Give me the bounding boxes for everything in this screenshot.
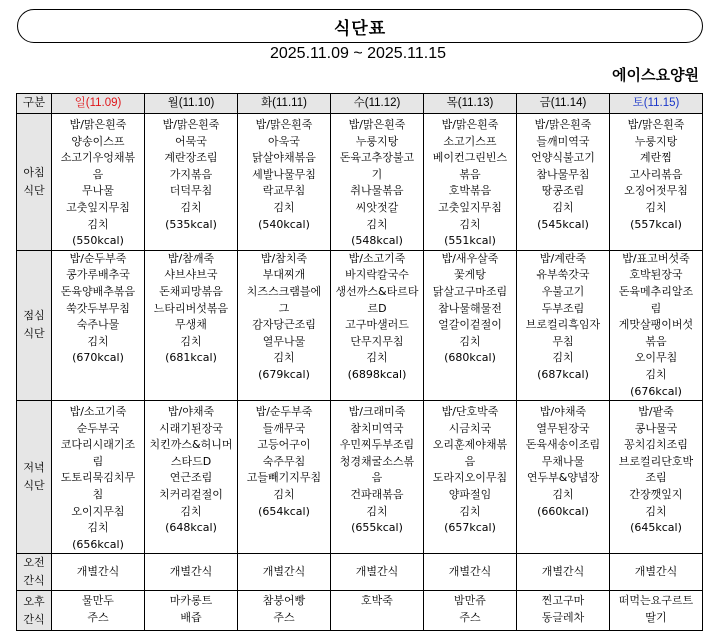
menu-item: 개별간식 — [634, 565, 678, 579]
menu-item: 김치 — [552, 351, 574, 365]
menu-item: 음 — [92, 167, 104, 181]
menu-item: 개별간식 — [169, 565, 213, 579]
menu-item: 우민찌두부조림 — [339, 438, 415, 452]
menu-item: 양송이스프 — [71, 134, 125, 148]
meal-label-line: 저녁 — [23, 461, 45, 475]
menu-item: 순두부국 — [76, 421, 120, 435]
menu-item: 개별간식 — [355, 565, 399, 579]
menu-cell — [145, 591, 238, 631]
menu-item: 오리훈제야채볶 — [432, 438, 508, 452]
menu-item: 밥/소고기죽 — [69, 405, 127, 419]
morning-snack-row — [17, 554, 703, 591]
menu-item: 김치 — [645, 504, 667, 518]
menu-cell — [517, 250, 610, 400]
menu-cell — [52, 554, 145, 591]
menu-item: 브로컬리단호박 — [618, 454, 694, 468]
menu-item: 치커리겉절이 — [159, 488, 223, 502]
menu-item: 돈육새송이조림 — [525, 438, 601, 452]
menu-item: 개별간식 — [541, 565, 585, 579]
menu-item: 계란장조림 — [164, 151, 218, 165]
menu-item: 김치 — [552, 488, 574, 502]
menu-item: 고구마샐러드 — [345, 318, 409, 332]
menu-item: 밥/맑은흰죽 — [441, 118, 499, 131]
menu-item: 오징어젓무침 — [624, 184, 688, 198]
menu-item: 씨앗젓갈 — [355, 200, 399, 214]
menu-item: 도토리묵김치무 — [60, 471, 136, 485]
menu-item: 언양식불고기 — [531, 151, 595, 165]
menu-item: 고춧잎지무침 — [438, 200, 502, 214]
category-header: 구분 — [17, 94, 52, 114]
menu-item: (648kcal) — [165, 521, 217, 535]
menu-item: 들깨미역국 — [536, 134, 590, 148]
meal-label-line: 아침 — [23, 165, 45, 179]
menu-item: 소고기스프 — [443, 134, 497, 148]
menu-item: 유부쑥갓국 — [536, 268, 590, 282]
menu-item: 밥/팥죽 — [638, 405, 674, 419]
menu-item: 김치 — [366, 351, 388, 365]
menu-item: 무침 — [552, 334, 574, 348]
day-header-sat: 토(11.15) — [610, 94, 703, 114]
menu-item: 김치 — [459, 217, 481, 231]
menu-item: 열무나물 — [262, 334, 306, 348]
menu-title-box — [17, 9, 703, 43]
meal-label — [17, 401, 52, 554]
menu-cell — [517, 554, 610, 591]
menu-item: 김치 — [180, 504, 202, 518]
menu-cell — [610, 250, 703, 400]
menu-item: 단무지무침 — [350, 334, 404, 348]
menu-item: (535kcal) — [165, 217, 217, 231]
menu-item: 누룽지탕 — [355, 134, 399, 148]
menu-item: (660kcal) — [537, 504, 589, 518]
menu-item: 밤만쥬 — [454, 594, 486, 608]
menu-item: 소고기우엉채볶 — [60, 151, 136, 165]
menu-item: 김치 — [87, 334, 109, 348]
menu-item: (670kcal) — [72, 351, 124, 365]
menu-cell — [331, 114, 424, 251]
menu-cell — [424, 401, 517, 554]
menu-item: (687kcal) — [537, 367, 589, 381]
menu-item: 우불고기 — [541, 284, 585, 298]
menu-item: 김치 — [645, 200, 667, 214]
menu-item: 코다리시래기조 — [60, 438, 136, 452]
facility-name: 에이스요양원 — [612, 66, 699, 84]
menu-cell — [238, 401, 331, 554]
menu-cell — [610, 401, 703, 554]
menu-item: 취나물볶음 — [350, 184, 404, 198]
menu-item: 김치 — [273, 488, 295, 502]
meal-label — [17, 250, 52, 400]
menu-item: 연근조림 — [169, 471, 213, 485]
menu-item: (654kcal) — [258, 504, 310, 518]
menu-item: 느타리버섯볶음 — [153, 301, 229, 315]
menu-item: 치킨까스&허니머 — [149, 438, 233, 452]
menu-item: 돈육고추장불고 — [339, 151, 415, 165]
menu-cell — [238, 114, 331, 251]
meal-label-line: 식단 — [23, 183, 45, 197]
menu-item: 숙주나물 — [76, 318, 120, 332]
menu-item: 김치 — [87, 217, 109, 231]
menu-cell — [145, 114, 238, 251]
menu-item: 양파절임 — [448, 488, 492, 502]
menu-item: 닭살야채볶음 — [252, 151, 316, 165]
menu-item: 참붕어빵 — [262, 594, 306, 608]
menu-item: 세발나물무침 — [252, 167, 316, 181]
menu-item: 청경채굴소스볶 — [339, 454, 415, 468]
menu-item: (540kcal) — [258, 217, 310, 231]
menu-item: (645kcal) — [630, 521, 682, 535]
menu-item: 락교무침 — [262, 184, 306, 198]
meal-label-line: 간식 — [23, 574, 45, 588]
menu-item: (550kcal) — [72, 234, 124, 248]
menu-item: 김치 — [552, 200, 574, 214]
menu-item: 생선까스&타르타 — [335, 284, 419, 298]
menu-cell — [610, 591, 703, 631]
meal-label-line: 간식 — [23, 612, 45, 626]
menu-item: 돈육양배추볶음 — [60, 284, 136, 298]
page-title: 식단표 — [333, 18, 387, 39]
menu-item: 얼갈이겉절이 — [438, 318, 502, 332]
menu-item: 감자당근조림 — [252, 318, 316, 332]
day-header-sun: 일(11.09) — [52, 94, 145, 114]
menu-item: 밥/맑은흰죽 — [627, 118, 685, 131]
menu-item: 쑥갓두부무침 — [66, 301, 130, 315]
menu-item: 림 — [650, 301, 662, 315]
menu-item: 시래기된장국 — [159, 421, 223, 435]
menu-item: 주스 — [459, 611, 481, 625]
menu-body — [17, 114, 703, 631]
menu-item: (557kcal) — [630, 217, 682, 231]
menu-item: (548kcal) — [351, 234, 403, 248]
menu-item: 꽁치김치조림 — [624, 438, 688, 452]
menu-item: 김치 — [366, 217, 388, 231]
menu-item: (551kcal) — [444, 234, 496, 248]
menu-item: 땅콩조림 — [541, 184, 585, 198]
menu-item: 주스 — [87, 611, 109, 625]
menu-item: 르D — [367, 301, 387, 315]
menu-item: (656kcal) — [72, 537, 124, 551]
menu-item: 시금치국 — [448, 421, 492, 435]
menu-item: 조림 — [645, 471, 667, 485]
menu-cell — [331, 591, 424, 631]
afternoon-snack-row — [17, 591, 703, 631]
meal-label-line: 식단 — [23, 479, 45, 493]
menu-item: 개별간식 — [262, 565, 306, 579]
menu-item: 딸기 — [645, 611, 667, 625]
menu-cell — [610, 554, 703, 591]
menu-item: 부대찌개 — [262, 268, 306, 282]
menu-cell — [145, 401, 238, 554]
menu-item: (681kcal) — [165, 351, 217, 365]
menu-cell — [331, 250, 424, 400]
menu-item: 호박죽 — [361, 594, 393, 608]
menu-item: 고춧잎지무침 — [66, 200, 130, 214]
menu-item: 떠먹는요구르트 — [618, 594, 694, 608]
menu-cell — [610, 114, 703, 251]
menu-item: (679kcal) — [258, 367, 310, 381]
menu-item: 음 — [464, 454, 476, 468]
menu-item: 간장깻잎지 — [629, 488, 683, 502]
menu-item: 무생채 — [175, 318, 207, 332]
menu-item: 두부조림 — [541, 301, 585, 315]
menu-item: 닭살고구마조림 — [432, 284, 508, 298]
menu-item: 김치 — [87, 521, 109, 535]
menu-item: 콩나물국 — [634, 421, 678, 435]
menu-cell — [145, 554, 238, 591]
meal-label-line: 점심 — [23, 309, 45, 323]
weekly-menu-table — [16, 93, 703, 631]
menu-item: 밥/계란죽 — [539, 251, 587, 265]
menu-cell — [238, 554, 331, 591]
menu-item: 물만두 — [82, 594, 114, 608]
menu-item: 밥/소고기죽 — [348, 251, 406, 265]
menu-item: 마카롱트 — [169, 594, 213, 608]
menu-cell — [52, 401, 145, 554]
menu-item: (655kcal) — [351, 521, 403, 535]
menu-item: 밥/맑은흰죽 — [255, 118, 313, 131]
menu-item: (6898kcal) — [347, 367, 407, 381]
menu-item: 김치 — [459, 334, 481, 348]
menu-item: 침 — [92, 488, 104, 502]
menu-cell — [424, 250, 517, 400]
menu-item: 볶음 — [645, 334, 667, 348]
day-header-thu: 목(11.13) — [424, 94, 517, 114]
menu-item: 누룽지탕 — [634, 134, 678, 148]
menu-item: (676kcal) — [630, 384, 682, 398]
menu-cell — [145, 250, 238, 400]
menu-item: 브로컬리흑임자 — [525, 318, 601, 332]
menu-item: 김치 — [180, 200, 202, 214]
menu-item: 연두부&양념장 — [526, 471, 600, 485]
menu-cell — [517, 401, 610, 554]
menu-item: 김치 — [273, 351, 295, 365]
meal-label-line: 식단 — [23, 327, 45, 341]
menu-item: 밥/맑은흰죽 — [534, 118, 592, 131]
menu-item: 샤브샤브국 — [164, 268, 218, 282]
menu-item: (545kcal) — [537, 217, 589, 231]
menu-item: 아욱국 — [268, 134, 300, 148]
meal-label — [17, 554, 52, 591]
day-header-tue: 화(11.11) — [238, 94, 331, 114]
menu-item: 개별간식 — [76, 565, 120, 579]
header-row — [17, 94, 703, 114]
menu-item: 계란찜 — [640, 151, 672, 165]
menu-item: 밥/야채죽 — [539, 405, 587, 419]
menu-cell — [424, 591, 517, 631]
breakfast-row — [17, 114, 703, 251]
menu-item: 게맛살팽이버섯 — [618, 318, 694, 332]
menu-item: 밥/맑은흰죽 — [69, 118, 127, 131]
menu-item: 치즈스크램블에 — [246, 284, 322, 298]
menu-item: 바지락칼국수 — [345, 268, 409, 282]
menu-item: 김치 — [366, 504, 388, 518]
menu-item: 김치 — [645, 367, 667, 381]
menu-item: 무채나물 — [541, 454, 585, 468]
menu-item: 김치 — [180, 334, 202, 348]
meal-label-line: 오후 — [23, 594, 45, 608]
menu-cell — [52, 591, 145, 631]
menu-item: 숙주무침 — [262, 454, 306, 468]
menu-cell — [331, 401, 424, 554]
menu-item: 볶음 — [459, 167, 481, 181]
menu-item: 밥/맑은흰죽 — [348, 118, 406, 131]
menu-item: 밥/맑은흰죽 — [162, 118, 220, 131]
menu-cell — [52, 250, 145, 400]
menu-item: 배즙 — [180, 611, 202, 625]
day-header-wed: 수(11.12) — [331, 94, 424, 114]
menu-cell — [517, 591, 610, 631]
menu-cell — [238, 591, 331, 631]
menu-item: 음 — [371, 471, 383, 485]
menu-item: 림 — [92, 454, 104, 468]
menu-item: 참치미역국 — [350, 421, 404, 435]
menu-item: 꽃게탕 — [454, 268, 486, 282]
menu-item: 고들빼기지무침 — [246, 471, 322, 485]
menu-item: 찐고구마 — [541, 594, 585, 608]
meal-label-line: 오전 — [23, 556, 45, 570]
menu-item: 기 — [371, 167, 383, 181]
menu-item: 밥/단호박죽 — [441, 405, 499, 419]
menu-item: 참나물해물전 — [438, 301, 502, 315]
menu-item: 밥/새우살죽 — [441, 251, 499, 265]
menu-item: (680kcal) — [444, 351, 496, 365]
dinner-row — [17, 401, 703, 554]
menu-item: 더덕무침 — [169, 184, 213, 198]
menu-item: 베이컨그린빈스 — [432, 151, 508, 165]
menu-item: 김치 — [273, 200, 295, 214]
menu-item: 개별간식 — [448, 565, 492, 579]
menu-item: (657kcal) — [444, 521, 496, 535]
menu-item: 호박된장국 — [629, 268, 683, 282]
menu-item: 그 — [278, 301, 290, 315]
menu-item: 돈육메추리알조 — [618, 284, 694, 298]
menu-item: 도라지오이무침 — [432, 471, 508, 485]
menu-item: 김치 — [459, 504, 481, 518]
menu-item: 스타드D — [170, 454, 212, 468]
lunch-row — [17, 250, 703, 400]
menu-item: 들깨무국 — [262, 421, 306, 435]
menu-period: 2025.11.09 ~ 2025.11.15 — [269, 45, 446, 62]
menu-item: 참나물무침 — [536, 167, 590, 181]
menu-item: 밥/표고버섯죽 — [622, 251, 690, 265]
menu-item: 밥/크래미죽 — [348, 405, 406, 419]
menu-item: 동글레차 — [541, 611, 585, 625]
menu-item: 밥/순두부죽 — [255, 405, 313, 419]
menu-cell — [331, 554, 424, 591]
menu-item: 고등어구이 — [257, 438, 311, 452]
meal-label — [17, 591, 52, 631]
menu-item: 무나물 — [82, 184, 114, 198]
menu-item: 오이무침 — [634, 351, 678, 365]
day-header-fri: 금(11.14) — [517, 94, 610, 114]
menu-cell — [238, 250, 331, 400]
day-header-mon: 월(11.10) — [145, 94, 238, 114]
menu-cell — [424, 114, 517, 251]
menu-item: 밥/참치죽 — [260, 251, 308, 265]
menu-item: 콩가루배추국 — [66, 268, 130, 282]
menu-item: 밥/참깨죽 — [167, 251, 215, 265]
menu-item: 어묵국 — [175, 134, 207, 148]
menu-cell — [424, 554, 517, 591]
menu-item: 호박볶음 — [448, 184, 492, 198]
menu-item: 가지볶음 — [169, 167, 213, 181]
menu-item: 돈채피망볶음 — [159, 284, 223, 298]
menu-item: 밥/야채죽 — [167, 405, 215, 419]
menu-item: 밥/순두부죽 — [69, 251, 127, 265]
meal-label — [17, 114, 52, 251]
menu-item: 열무된장국 — [536, 421, 590, 435]
menu-cell — [52, 114, 145, 251]
menu-item: 오이지무침 — [71, 504, 125, 518]
menu-cell — [517, 114, 610, 251]
menu-item: 고사리볶음 — [629, 167, 683, 181]
menu-item: 주스 — [273, 611, 295, 625]
menu-item: 건파래볶음 — [350, 488, 404, 502]
